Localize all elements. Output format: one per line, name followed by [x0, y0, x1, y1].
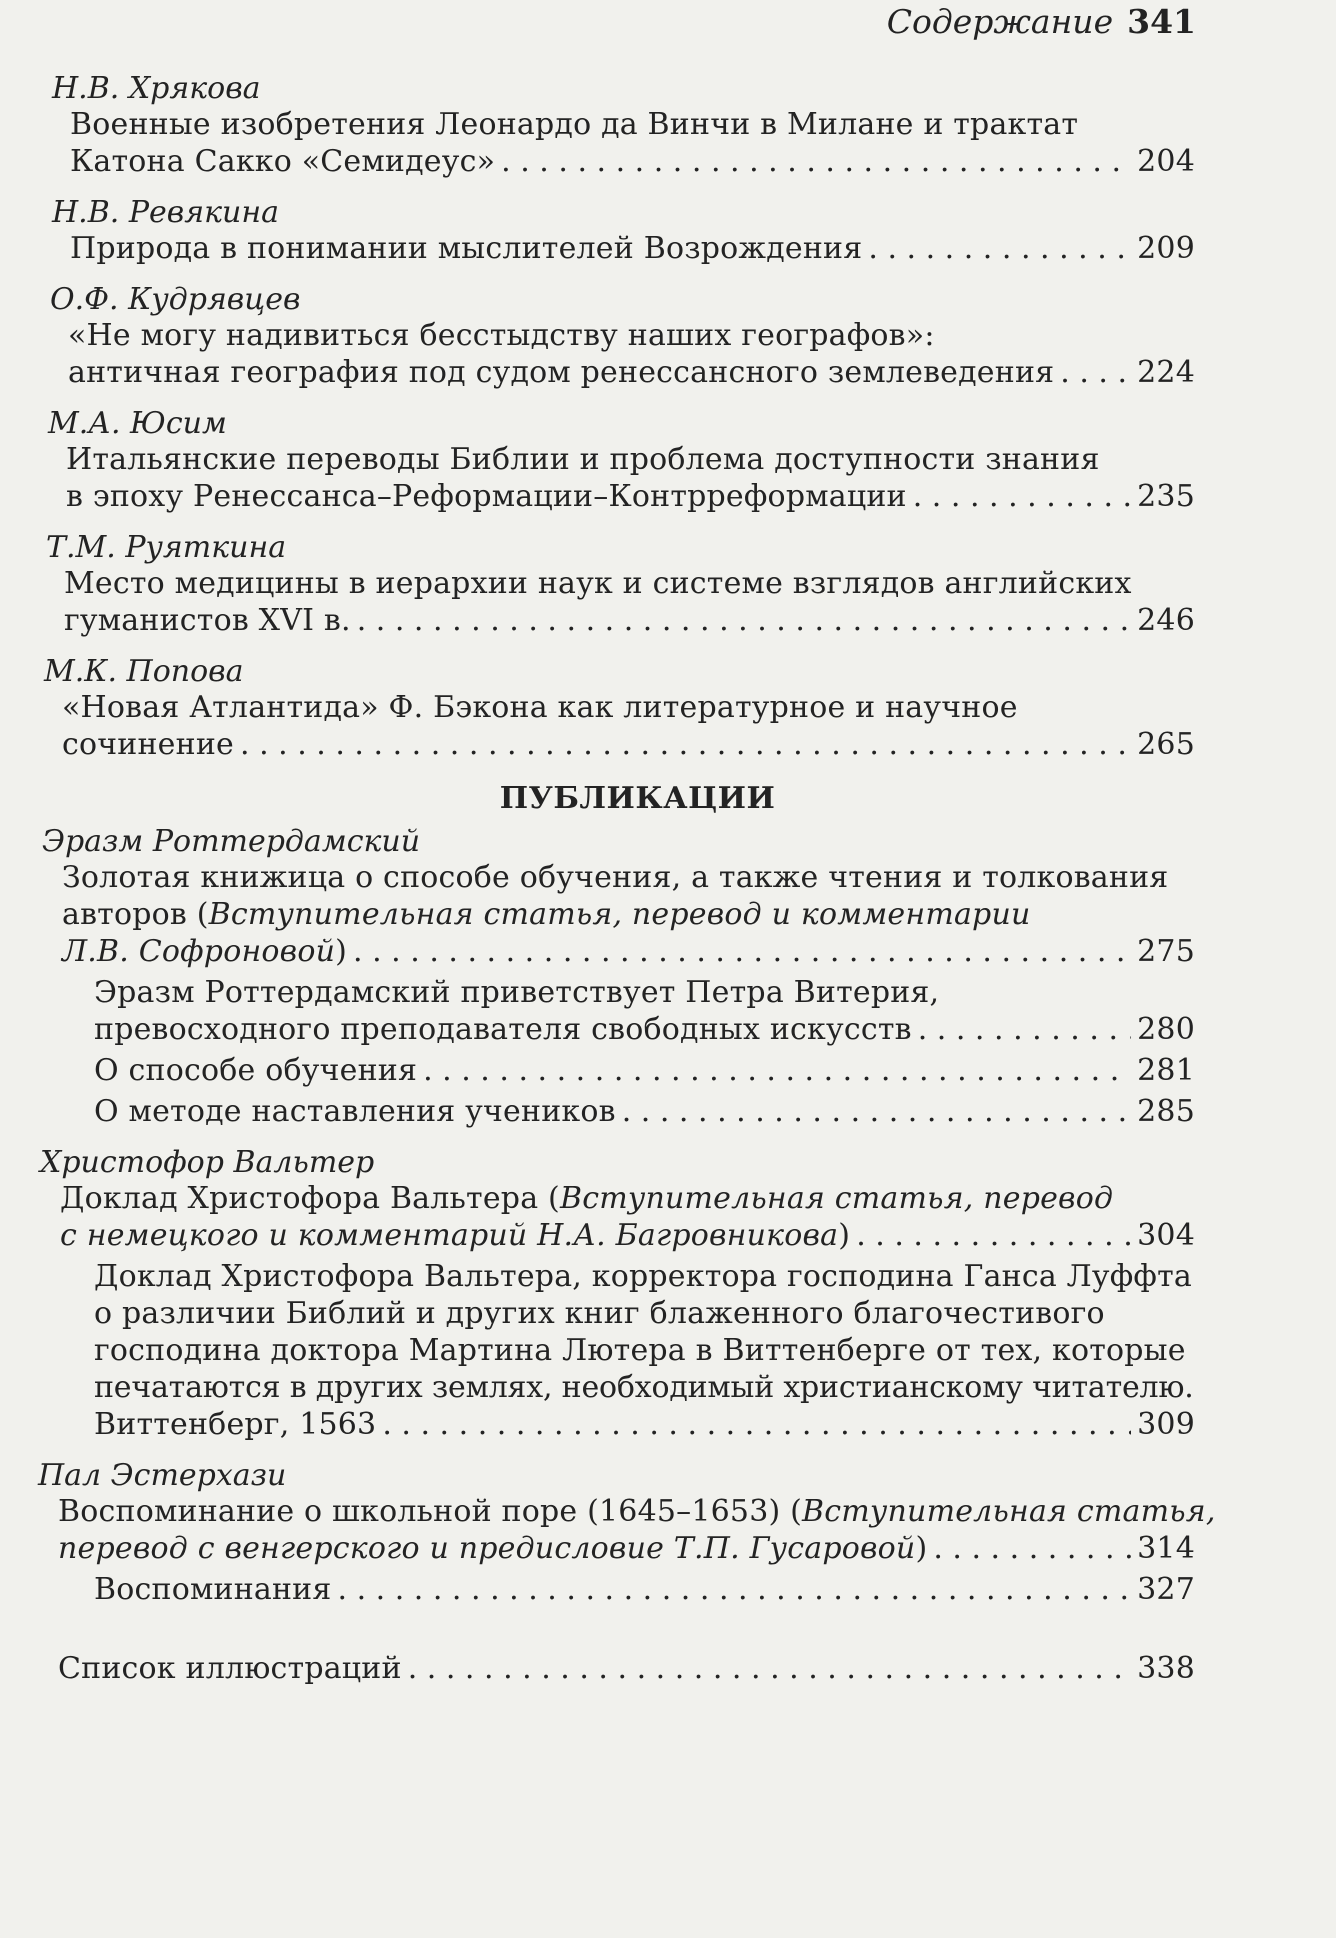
- entry-author: М.К. Попова: [44, 654, 244, 689]
- entry-title-line: [58, 1493, 1216, 1530]
- entry-title-end: античная география под судом ренессансного землеведения: [68, 355, 1055, 390]
- editor-note: с немецкого и комментарий Н.А. Багровникова: [60, 1218, 839, 1253]
- subentry-page: 309: [1137, 1407, 1195, 1442]
- title-text: ): [838, 1218, 851, 1253]
- dot-leader: [382, 1406, 1131, 1443]
- toc-entry: [0, 1458, 1216, 1608]
- dot-leader: [357, 602, 1131, 639]
- entry-title-line: Место медицины в иерархии наук и системе взглядов английских: [64, 566, 1132, 601]
- toc-entry: [0, 283, 1195, 391]
- entry-author: Эразм Роттердамский: [42, 824, 421, 859]
- dot-leader: [423, 1052, 1131, 1089]
- entry-title-end: [62, 933, 347, 970]
- subentry-last-line: [94, 1011, 1195, 1048]
- toc-entry: [0, 407, 1195, 515]
- subentry-title-line: господина доктора Мартина Лютера в Виттенберге от тех, которые: [94, 1333, 1186, 1368]
- toc-entry: [0, 1146, 1195, 1443]
- title-text: Доклад Христофора Вальтера (: [60, 1181, 560, 1216]
- entry-last-line: [70, 230, 1195, 267]
- subentry-title-end: О способе обучения: [94, 1053, 418, 1088]
- entry-author: Пал Эстерхази: [38, 1458, 287, 1493]
- subentry-last-line: [94, 1052, 1195, 1089]
- title-text: авторов (: [62, 897, 209, 932]
- subentry-title-end: Воспоминания: [94, 1572, 332, 1607]
- dot-leader: [856, 1217, 1131, 1254]
- dot-leader: [913, 478, 1131, 515]
- toc-entry: [0, 655, 1195, 763]
- dot-leader: [1060, 354, 1131, 391]
- subentry-title-line: Эразм Роттердамский приветствует Петра Витерия,: [94, 975, 940, 1010]
- running-head: [887, 0, 1196, 44]
- subentry-title-line: о различии Библий и других книг блаженного благочестивого: [94, 1296, 1105, 1331]
- entry-page: 224: [1137, 355, 1195, 390]
- entry-author: Т.М. Руяткина: [46, 530, 287, 565]
- dot-leader: [622, 1093, 1131, 1130]
- entry-page: 338: [1137, 1651, 1195, 1686]
- entry-author: О.Ф. Кудрявцев: [50, 282, 301, 317]
- table-of-contents: [0, 71, 1216, 1703]
- entry-last-line: [68, 354, 1195, 391]
- entry-title-line: Итальянские переводы Библии и проблема доступности знания: [66, 442, 1100, 477]
- toc-entry: [0, 531, 1195, 639]
- entry-last-line: [58, 1530, 1195, 1567]
- entry-last-line: [70, 143, 1195, 180]
- editor-note: перевод с венгерского и предисловие Т.П. Гусаровой: [58, 1531, 916, 1566]
- entry-author: М.А. Юсим: [48, 406, 227, 441]
- dot-leader: [353, 933, 1131, 970]
- entry-page: 209: [1137, 231, 1195, 266]
- dot-leader: [933, 1530, 1131, 1567]
- title-text: ): [915, 1531, 928, 1566]
- entry-page: 246: [1137, 603, 1195, 638]
- dot-leader: [868, 230, 1131, 267]
- entry-page: 204: [1137, 144, 1195, 179]
- toc-entry: [0, 72, 1195, 180]
- entry-last-line: [62, 933, 1195, 970]
- subentry-last-line: [94, 1571, 1195, 1608]
- entry-page: 235: [1137, 479, 1195, 514]
- entry-title-line: Золотая книжица о способе обучения, а также чтения и толкования: [62, 860, 1169, 895]
- entry-page: 314: [1137, 1531, 1195, 1566]
- entry-title-end: гуманистов XVI в.: [64, 603, 351, 638]
- entry-title-line: [62, 896, 1195, 933]
- subentry-title-end: О методе наставления учеников: [94, 1094, 616, 1129]
- section-heading: ПУБЛИКАЦИИ: [499, 781, 776, 816]
- subentry-page: 327: [1137, 1572, 1195, 1607]
- subentry-title-line: печатаются в других землях, необходимый христианскому читателю.: [94, 1370, 1194, 1405]
- dot-leader: [501, 143, 1131, 180]
- editor-note: Л.В. Софроновой: [62, 934, 336, 969]
- entry-title-end: [60, 1217, 850, 1254]
- entry-page: 275: [1137, 934, 1195, 969]
- editor-note: Вступительная статья, перевод и комментарии: [208, 897, 1031, 932]
- entry-title-end: в эпоху Ренессанса–Реформации–Контрреформации: [66, 479, 907, 514]
- entry-author: Христофор Вальтер: [40, 1145, 375, 1180]
- editor-note: Вступительная статья, перевод: [559, 1181, 1114, 1216]
- entry-last-line: [66, 478, 1195, 515]
- editor-note: Вступительная статья,: [802, 1494, 1216, 1529]
- dot-leader: [408, 1650, 1131, 1687]
- dot-leader: [338, 1571, 1132, 1608]
- entry-author: Н.В. Ревякина: [52, 195, 279, 230]
- entry-title-end: Катона Сакко «Семидеус»: [70, 144, 496, 179]
- entry-title-line: [60, 1180, 1195, 1217]
- entry-page: 304: [1137, 1218, 1195, 1253]
- entry-page: 265: [1137, 727, 1195, 762]
- dot-leader: [240, 726, 1131, 763]
- entry-last-line: [58, 1650, 1195, 1687]
- subentry-page: 280: [1137, 1012, 1195, 1047]
- subentry-page: 285: [1137, 1094, 1195, 1129]
- toc-entry: [0, 1650, 1195, 1687]
- title-text: Воспоминание о школьной поре (1645–1653) (: [58, 1494, 803, 1529]
- entry-title-line: Военные изобретения Леонардо да Винчи в Милане и трактат: [70, 107, 1079, 142]
- entry-title-end: сочинение: [62, 727, 234, 762]
- toc-entry: [0, 825, 1195, 1130]
- subentry-last-line: [94, 1093, 1195, 1130]
- title-text: ): [335, 934, 348, 969]
- entry-title-end: Список иллюстраций: [58, 1651, 402, 1686]
- entry-title-end: [58, 1530, 927, 1567]
- entry-title-end: Природа в понимании мыслителей Возрождения: [70, 231, 863, 266]
- page-number: 341: [1127, 2, 1196, 41]
- entry-title-line: «Новая Атлантида» Ф. Бэкона как литературное и научное: [62, 690, 1018, 725]
- entry-title-line: «Не могу надивиться бесстыдству наших географов»:: [68, 318, 935, 353]
- entry-author: Н.В. Хрякова: [52, 71, 261, 106]
- entry-last-line: [60, 1217, 1195, 1254]
- entry-last-line: [64, 602, 1195, 639]
- subentry-title-end: Виттенберг, 1563: [94, 1407, 377, 1442]
- subentry-page: 281: [1137, 1053, 1195, 1088]
- subentry-title-end: превосходного преподавателя свободных искусств: [94, 1012, 912, 1047]
- running-head-title: Содержание: [886, 2, 1114, 41]
- entry-last-line: [62, 726, 1195, 763]
- subentry-title-line: Доклад Христофора Вальтера, корректора господина Ганса Луффта: [94, 1259, 1193, 1294]
- toc-entry: [0, 196, 1195, 267]
- subentry-last-line: [94, 1406, 1195, 1443]
- dot-leader: [918, 1011, 1131, 1048]
